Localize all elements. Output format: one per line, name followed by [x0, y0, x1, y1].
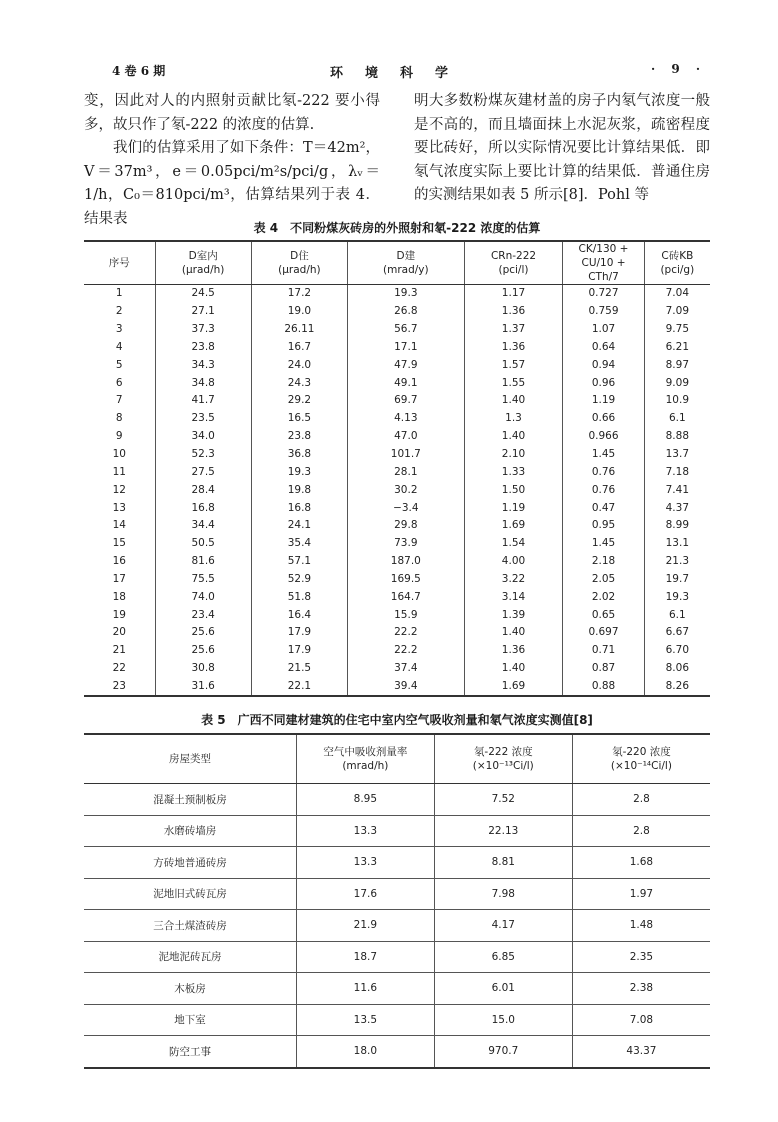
table-cell: 1.55 — [464, 374, 563, 392]
table-row — [84, 588, 710, 606]
header-label: 房屋类型 — [168, 753, 211, 765]
volume-issue: 4 卷 6 期 — [112, 64, 166, 78]
table-row — [84, 446, 710, 464]
table-cell: 8.88 — [644, 428, 710, 446]
table-cell: 1 — [115, 287, 123, 300]
table-cell: 22.13 — [434, 815, 572, 847]
table-cell: 34.4 — [155, 517, 251, 535]
table-cell: 6.1 — [644, 606, 710, 624]
table-cell: 6 — [115, 376, 123, 389]
table-cell: 24.1 — [251, 517, 347, 535]
table5-header-cell — [84, 734, 296, 784]
header-label: D建 — [396, 250, 416, 262]
table-cell: 8.81 — [434, 847, 572, 879]
table-row — [84, 642, 710, 660]
table-cell: 101.7 — [348, 446, 465, 464]
header-label: CK/130 + CU/10 + CTh/7 — [578, 243, 629, 283]
table4-header-cell — [563, 241, 644, 285]
table-cell: 24.3 — [251, 374, 347, 392]
table-cell: 6.70 — [644, 642, 710, 660]
table-cell: 7.52 — [434, 784, 572, 816]
table-cell: 22.2 — [348, 624, 465, 642]
table-cell: 13.5 — [296, 1004, 434, 1036]
table-cell: 9 — [115, 430, 123, 443]
table-cell: 0.65 — [563, 606, 644, 624]
table-cell: 6.01 — [434, 973, 572, 1005]
header-label: 氡-220 浓度 — [612, 746, 671, 758]
paragraph-results: 明大多数粉煤灰建材盖的房子内氡气浓度一般是不高的，而且墙面抹上水泥灰浆，疏密程度要比砖好，所以实际情况要比计算结果低．即氡气浓度实际上要比计算的结果低．普通住房的实测结果如表 5 所示[8]．Pohl 等 — [414, 93, 710, 203]
table-cell: 0.76 — [563, 481, 644, 499]
table-cell: 47.0 — [348, 428, 465, 446]
table-cell: 1.17 — [464, 285, 563, 303]
table-cell: 4.13 — [348, 410, 465, 428]
header-unit: (×10⁻¹³Ci/l) — [472, 760, 534, 772]
table-row — [84, 303, 710, 321]
table-cell: 21.9 — [296, 910, 434, 942]
table5-header-cell — [296, 734, 434, 784]
table-cell: 16.7 — [251, 339, 347, 357]
table-cell: 混凝土预制板房 — [84, 784, 296, 816]
table-cell: 0.66 — [563, 410, 644, 428]
table-cell: 1.40 — [464, 660, 563, 678]
table-cell: 8.99 — [644, 517, 710, 535]
table-cell: 37.4 — [348, 660, 465, 678]
table4-header-cell — [155, 241, 251, 285]
table-cell: 15 — [112, 537, 126, 550]
table-cell: 10.9 — [644, 392, 710, 410]
table-cell: 75.5 — [155, 571, 251, 589]
table-cell: 17.6 — [296, 878, 434, 910]
table-cell: 防空工事 — [84, 1036, 296, 1068]
table-cell: 29.8 — [348, 517, 465, 535]
table4-header-cell — [464, 241, 563, 285]
table-cell: 泥地旧式砖瓦房 — [84, 878, 296, 910]
table-cell: 73.9 — [348, 535, 465, 553]
table-cell: 16.5 — [251, 410, 347, 428]
table-cell: 1.48 — [572, 910, 710, 942]
table-cell: 18 — [112, 590, 126, 603]
table-row — [84, 571, 710, 589]
table-row — [84, 499, 710, 517]
table-cell: 26.11 — [251, 321, 347, 339]
table-cell: 18.0 — [296, 1036, 434, 1068]
page-number: · 9 · — [651, 62, 707, 76]
table-cell: 1.3 — [464, 410, 563, 428]
table-cell: 1.45 — [563, 535, 644, 553]
table-cell: 50.5 — [155, 535, 251, 553]
table-row — [84, 321, 710, 339]
table4-header-cell — [644, 241, 710, 285]
header-unit: (mrad/y) — [383, 264, 429, 276]
table-cell: 16 — [112, 555, 126, 568]
table-cell: 24.0 — [251, 356, 347, 374]
table-cell: 2.18 — [563, 553, 644, 571]
table-cell: 4 — [115, 340, 123, 353]
table-cell: 2.8 — [572, 815, 710, 847]
journal-title: 环境科学 — [330, 66, 471, 81]
table-cell: 5 — [115, 358, 123, 371]
table-cell: 30.2 — [348, 481, 465, 499]
table-cell: 16.4 — [251, 606, 347, 624]
table-cell: 21.3 — [644, 553, 710, 571]
table4-body — [84, 285, 710, 697]
table-cell: 69.7 — [348, 392, 465, 410]
table-cell: 970.7 — [434, 1036, 572, 1068]
table-cell: 187.0 — [348, 553, 465, 571]
table-cell: 7.09 — [644, 303, 710, 321]
header-label: 空气中吸收剂量率 — [323, 746, 408, 758]
table-cell: 2.38 — [572, 973, 710, 1005]
table-cell: 1.69 — [464, 678, 563, 697]
table-cell: 19.3 — [644, 588, 710, 606]
header-label: 氡-222 浓度 — [473, 746, 533, 758]
table-cell: 10 — [112, 448, 126, 461]
table-cell: 25.6 — [155, 624, 251, 642]
table-cell: 1.39 — [464, 606, 563, 624]
table-cell: 4.37 — [644, 499, 710, 517]
table-row — [84, 973, 710, 1005]
table-cell: 39.4 — [348, 678, 465, 697]
table4-caption: 表 4 不同粉煤灰砖房的外照射和氡-222 浓度的估算 — [253, 221, 541, 235]
table-cell: 0.95 — [563, 517, 644, 535]
table-row — [84, 374, 710, 392]
table5-header-cell — [434, 734, 572, 784]
table-cell: 12 — [112, 483, 126, 496]
table-cell: 1.40 — [464, 392, 563, 410]
table-cell: 6.85 — [434, 941, 572, 973]
table-cell: 泥地泥砖瓦房 — [84, 941, 296, 973]
table-row — [84, 463, 710, 481]
table-cell: 9.09 — [644, 374, 710, 392]
table-row — [84, 285, 710, 303]
table-cell: 24.5 — [155, 285, 251, 303]
table-cell: 47.9 — [348, 356, 465, 374]
table-row — [84, 1004, 710, 1036]
table-cell: 21 — [112, 644, 126, 657]
header-label: D室内 — [188, 250, 218, 262]
table-row — [84, 428, 710, 446]
table-cell: 43.37 — [572, 1036, 710, 1068]
table-cell: 22 — [112, 662, 126, 675]
table-row — [84, 878, 710, 910]
table-cell: 8.06 — [644, 660, 710, 678]
table-cell: 22.2 — [348, 642, 465, 660]
header-unit: (mrad/h) — [342, 760, 389, 772]
table-cell: 7.18 — [644, 463, 710, 481]
table5-caption: 表 5 广西不同建材建筑的住宅中室内空气吸收剂量和氡气浓度实测值[8] — [201, 713, 593, 727]
table-cell: 13.3 — [296, 847, 434, 879]
table-cell: 17.1 — [348, 339, 465, 357]
table-cell: 29.2 — [251, 392, 347, 410]
table-cell: 1.54 — [464, 535, 563, 553]
table-cell: 7.08 — [572, 1004, 710, 1036]
table-row — [84, 678, 710, 697]
table4-header-cell — [251, 241, 347, 285]
table-cell: 0.87 — [563, 660, 644, 678]
table-cell: 30.8 — [155, 660, 251, 678]
table-cell: 23.5 — [155, 410, 251, 428]
table-cell: 方砖地普通砖房 — [84, 847, 296, 879]
table-cell: 19.3 — [348, 285, 465, 303]
header-unit: (μrad/h) — [278, 264, 321, 276]
table-cell: 164.7 — [348, 588, 465, 606]
table-cell: 17.9 — [251, 624, 347, 642]
table-row — [84, 1036, 710, 1068]
table-row — [84, 624, 710, 642]
table-row — [84, 356, 710, 374]
table-cell: 74.0 — [155, 588, 251, 606]
table-cell: 11.6 — [296, 973, 434, 1005]
table-row — [84, 606, 710, 624]
table-cell: 34.0 — [155, 428, 251, 446]
table-cell: 1.40 — [464, 428, 563, 446]
paragraph-conditions: 我们的估算采用了如下条件：T＝42m²，V＝37m³，e＝0.05pci/m²s/pci/g，λᵥ＝1/h，C₀＝810pci/m³，估算结果列于表 4．结果表 — [84, 140, 380, 227]
table-cell: 17.9 — [251, 642, 347, 660]
table-cell: 1.68 — [572, 847, 710, 879]
table-cell: 36.8 — [251, 446, 347, 464]
table-cell: 34.3 — [155, 356, 251, 374]
table-row — [84, 410, 710, 428]
header-unit: (pci/l) — [498, 264, 529, 276]
header-unit: (×10⁻¹⁴Ci/l) — [610, 760, 672, 772]
table-row — [84, 660, 710, 678]
table-cell: 2.05 — [563, 571, 644, 589]
table4-header-row — [84, 241, 710, 285]
table-cell: 8.26 — [644, 678, 710, 697]
table-row — [84, 517, 710, 535]
table-cell: 1.33 — [464, 463, 563, 481]
table-cell: 2.10 — [464, 446, 563, 464]
table-cell: 8.97 — [644, 356, 710, 374]
table-cell: 8 — [115, 412, 123, 425]
table-cell: 2.02 — [563, 588, 644, 606]
table-cell: 23.8 — [155, 339, 251, 357]
table-cell: 17 — [112, 572, 126, 585]
table-cell: 81.6 — [155, 553, 251, 571]
table-cell: 0.759 — [563, 303, 644, 321]
table-row — [84, 392, 710, 410]
table-cell: 26.8 — [348, 303, 465, 321]
table-cell: 28.4 — [155, 481, 251, 499]
header-label: C砖KB — [661, 250, 694, 262]
table-cell: 4.17 — [434, 910, 572, 942]
table-cell: 2.8 — [572, 784, 710, 816]
table-cell: 13.3 — [296, 815, 434, 847]
table5-header-cell — [572, 734, 710, 784]
table-cell: 14 — [112, 519, 126, 532]
table-cell: 1.69 — [464, 517, 563, 535]
table-cell: 1.07 — [563, 321, 644, 339]
table-cell: 9.75 — [644, 321, 710, 339]
table-cell: 2.35 — [572, 941, 710, 973]
header-label: CRn-222 — [490, 250, 537, 262]
table-cell: 51.8 — [251, 588, 347, 606]
table-cell: 1.19 — [563, 392, 644, 410]
table-cell: 1.97 — [572, 878, 710, 910]
table-cell: 15.0 — [434, 1004, 572, 1036]
table-cell: 1.57 — [464, 356, 563, 374]
table-row — [84, 481, 710, 499]
table-row — [84, 910, 710, 942]
table-cell: −3.4 — [348, 499, 465, 517]
table-cell: 57.1 — [251, 553, 347, 571]
table-cell: 1.40 — [464, 624, 563, 642]
right-text-column — [414, 90, 710, 208]
table5-body — [84, 784, 710, 1068]
table-cell: 0.96 — [563, 374, 644, 392]
table-cell: 49.1 — [348, 374, 465, 392]
table5 — [84, 733, 710, 1069]
table-cell: 21.5 — [251, 660, 347, 678]
table-cell: 0.76 — [563, 463, 644, 481]
header-unit: (pci/g) — [660, 264, 695, 276]
table-cell: 20 — [112, 626, 126, 639]
left-text-column — [84, 90, 380, 231]
table-cell: 13.1 — [644, 535, 710, 553]
table-cell: 0.966 — [563, 428, 644, 446]
table-cell: 52.3 — [155, 446, 251, 464]
table-cell: 17.2 — [251, 285, 347, 303]
table-cell: 37.3 — [155, 321, 251, 339]
table-cell: 19.8 — [251, 481, 347, 499]
table-cell: 22.1 — [251, 678, 347, 697]
table4-header-cell — [84, 241, 155, 285]
table-cell: 2 — [115, 305, 123, 318]
table-cell: 52.9 — [251, 571, 347, 589]
table-cell: 0.697 — [563, 624, 644, 642]
table-cell: 0.64 — [563, 339, 644, 357]
table-cell: 35.4 — [251, 535, 347, 553]
table-row — [84, 784, 710, 816]
table-cell: 1.36 — [464, 642, 563, 660]
table-cell: 木板房 — [84, 973, 296, 1005]
table-cell: 6.1 — [644, 410, 710, 428]
table-row — [84, 553, 710, 571]
table-cell: 28.1 — [348, 463, 465, 481]
table-cell: 1.37 — [464, 321, 563, 339]
table-cell: 13 — [112, 501, 126, 514]
table-cell: 1.36 — [464, 303, 563, 321]
table-cell: 水磨砖墙房 — [84, 815, 296, 847]
table-cell: 地下室 — [84, 1004, 296, 1036]
table-cell: 3.22 — [464, 571, 563, 589]
table-cell: 19 — [112, 608, 126, 621]
table4 — [84, 240, 710, 697]
table-cell: 6.21 — [644, 339, 710, 357]
table-cell: 7.41 — [644, 481, 710, 499]
table5-header-row — [84, 734, 710, 784]
table-cell: 11 — [112, 465, 126, 478]
table-cell: 1.36 — [464, 339, 563, 357]
table-cell: 23.8 — [251, 428, 347, 446]
table-cell: 0.88 — [563, 678, 644, 697]
table-cell: 7.98 — [434, 878, 572, 910]
table-row — [84, 535, 710, 553]
table-row — [84, 815, 710, 847]
table-row — [84, 339, 710, 357]
table-cell: 16.8 — [251, 499, 347, 517]
table-cell: 7 — [115, 394, 123, 407]
header-label: 序号 — [108, 257, 130, 269]
table-cell: 8.95 — [296, 784, 434, 816]
table-cell: 3 — [115, 323, 123, 336]
table-cell: 0.71 — [563, 642, 644, 660]
table-cell: 34.8 — [155, 374, 251, 392]
table-cell: 0.94 — [563, 356, 644, 374]
table-cell: 31.6 — [155, 678, 251, 697]
table4-header-cell — [348, 241, 465, 285]
table-cell: 25.6 — [155, 642, 251, 660]
table-cell: 18.7 — [296, 941, 434, 973]
table-cell: 0.47 — [563, 499, 644, 517]
table-cell: 1.50 — [464, 481, 563, 499]
table-row — [84, 847, 710, 879]
table-cell: 6.67 — [644, 624, 710, 642]
table-cell: 23 — [84, 678, 155, 697]
table-cell: 27.5 — [155, 463, 251, 481]
table-cell: 16.8 — [155, 499, 251, 517]
table-row — [84, 941, 710, 973]
table-cell: 27.1 — [155, 303, 251, 321]
table-cell: 13.7 — [644, 446, 710, 464]
header-unit: (μrad/h) — [181, 264, 225, 276]
table-cell: 19.7 — [644, 571, 710, 589]
table-cell: 56.7 — [348, 321, 465, 339]
table-cell: 3.14 — [464, 588, 563, 606]
table-cell: 19.3 — [251, 463, 347, 481]
table-cell: 7.04 — [644, 285, 710, 303]
table-cell: 15.9 — [348, 606, 465, 624]
table-cell: 41.7 — [155, 392, 251, 410]
table-cell: 0.727 — [563, 285, 644, 303]
paragraph-continued: 变，因此对人的内照射贡献比氡-222 要小得多，故只作了氡-222 的浓度的估算. — [84, 93, 380, 133]
table-cell: 三合土煤渣砖房 — [84, 910, 296, 942]
table-cell: 19.0 — [251, 303, 347, 321]
table-cell: 4.00 — [464, 553, 563, 571]
table-cell: 1.19 — [464, 499, 563, 517]
table-cell: 169.5 — [348, 571, 465, 589]
header-label: D住 — [290, 250, 309, 262]
table-cell: 23.4 — [155, 606, 251, 624]
table-cell: 1.45 — [563, 446, 644, 464]
